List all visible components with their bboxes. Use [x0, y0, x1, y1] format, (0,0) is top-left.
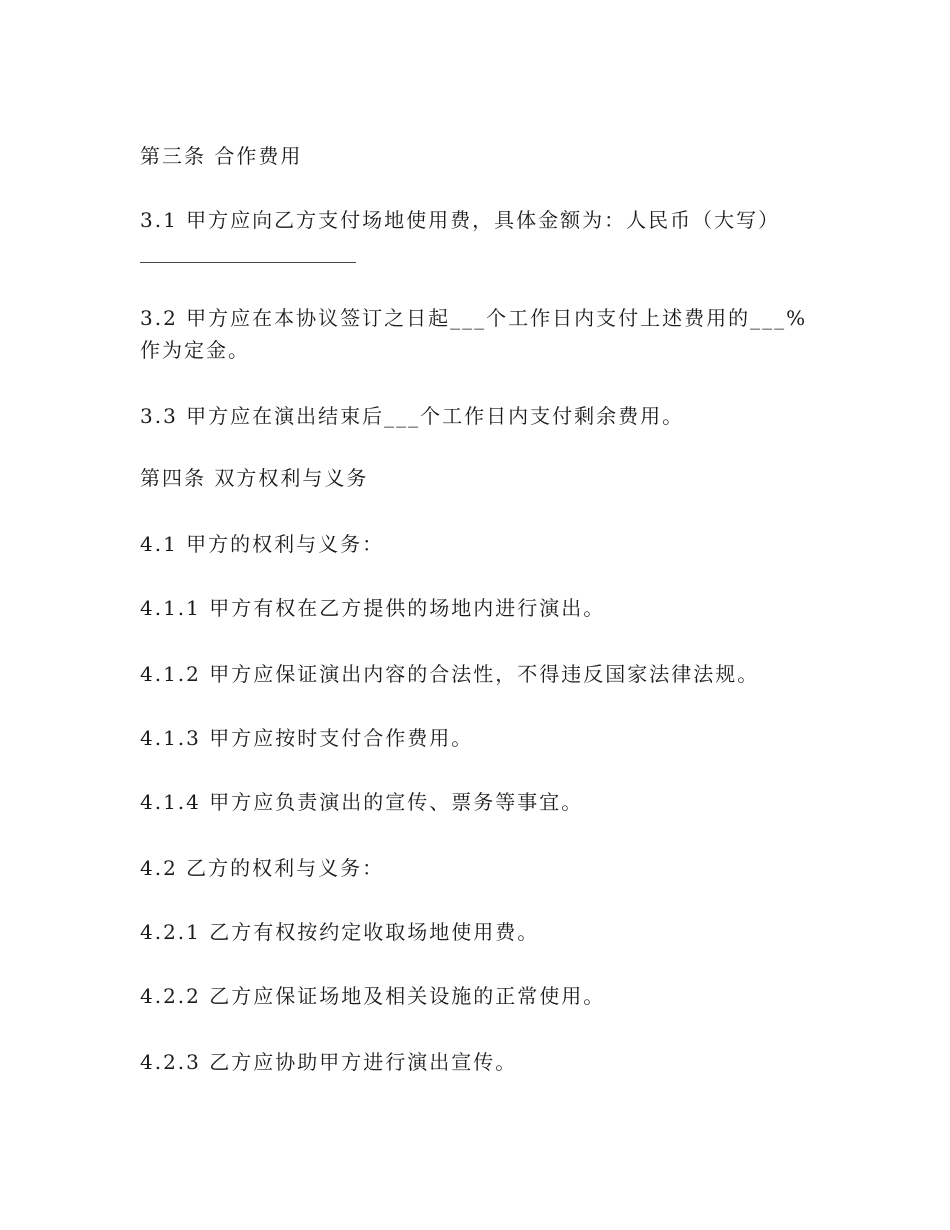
clause-3-1: 3.1 甲方应向乙方支付场地使用费，具体金额为：人民币（大写）: [140, 208, 781, 232]
clause-3-2: 3.2 甲方应在本协议签订之日起___个工作日内支付上述费用的___%作为定金。: [140, 306, 808, 362]
clause-4-1-2: 4.1.2 甲方应保证演出内容的合法性，不得违反国家法律法规。: [140, 662, 760, 686]
amount-blank-line: [140, 262, 356, 263]
clause-4-2-2: 4.2.2 乙方应保证场地及相关设施的正常使用。: [140, 984, 606, 1008]
clause-4-1-4: 4.1.4 甲方应负责演出的宣传、票务等事宜。: [140, 790, 584, 814]
clause-4-2-1: 4.2.1 乙方有权按约定收取场地使用费。: [140, 920, 540, 944]
clause-4-2-3: 4.2.3 乙方应协助甲方进行演出宣传。: [140, 1050, 518, 1074]
clause-4-2: 4.2 乙方的权利与义务：: [140, 856, 385, 880]
clause-4-1-3: 4.1.3 甲方应按时支付合作费用。: [140, 726, 474, 750]
section-heading-4: 第四条 双方权利与义务: [140, 466, 369, 490]
section-heading-3: 第三条 合作费用: [140, 144, 303, 168]
clause-4-1-1: 4.1.1 甲方有权在乙方提供的场地内进行演出。: [140, 596, 606, 620]
clause-3-3: 3.3 甲方应在演出结束后___个工作日内支付剩余费用。: [140, 404, 685, 428]
clause-4-1: 4.1 甲方的权利与义务：: [140, 532, 385, 556]
